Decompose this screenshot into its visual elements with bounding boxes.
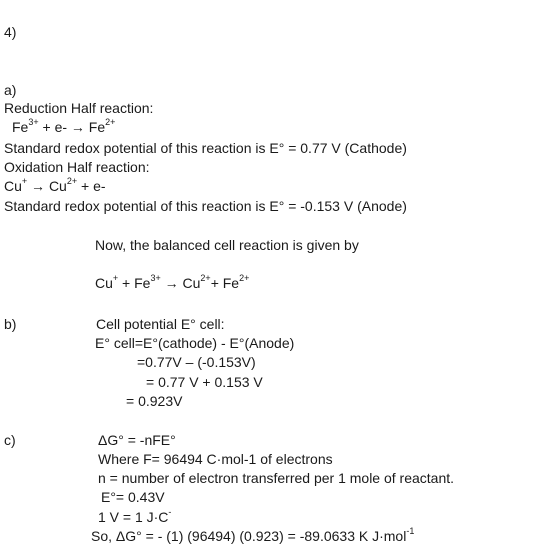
part-c-line-3: n = number of electron transferred per 1 mole of reactant.	[98, 470, 455, 486]
reduction-potential: Standard redox potential of this reaction is E° = 0.77 V (Cathode)	[4, 140, 407, 156]
part-c-line-4: E°= 0.43V	[101, 489, 165, 505]
part-b-line-4: = 0.77 V + 0.153 V	[146, 374, 263, 390]
balanced-intro: Now, the balanced cell reaction is given by	[95, 237, 359, 253]
oxidation-title: Oxidation Half reaction:	[4, 159, 150, 175]
oxidation-potential: Standard redox potential of this reaction is E° = -0.153 V (Anode)	[4, 198, 407, 214]
part-c-label: c)	[4, 432, 16, 448]
part-b-line-3: =0.77V – (-0.153V)	[137, 354, 256, 370]
part-b-line-2: E° cell=E°(cathode) - E°(Anode)	[95, 335, 295, 351]
part-b-label: b)	[4, 316, 17, 332]
part-a-label: a)	[4, 82, 17, 98]
part-b-line-5: = 0.923V	[126, 393, 183, 409]
question-number: 4)	[4, 24, 17, 40]
part-b-line-1: Cell potential E° cell:	[96, 316, 225, 332]
part-c-line-5: 1 V = 1 J·C-	[98, 507, 172, 525]
part-c-line-6: So, ΔG° = - (1) (96494) (0.923) = -89.0633 K J·mol$^{-1}$	[91, 526, 415, 544]
part-c-line-2: Where F= 96494 C·mol-1 of electrons	[98, 451, 333, 467]
oxidation-equation: $Cu^+ \to Cu^{2+} + e-$	[4, 176, 106, 194]
part-c-line-1: ΔG° = -nFE°	[98, 432, 176, 448]
reduction-title: Reduction Half reaction:	[4, 100, 154, 116]
reduction-equation: $Fe^{3+} + e- \to Fe^{2+}$	[12, 117, 116, 135]
balanced-equation: $Cu^+ + Fe^{3+} \to Cu^{2+}+ Fe^{2+}$	[95, 273, 250, 291]
